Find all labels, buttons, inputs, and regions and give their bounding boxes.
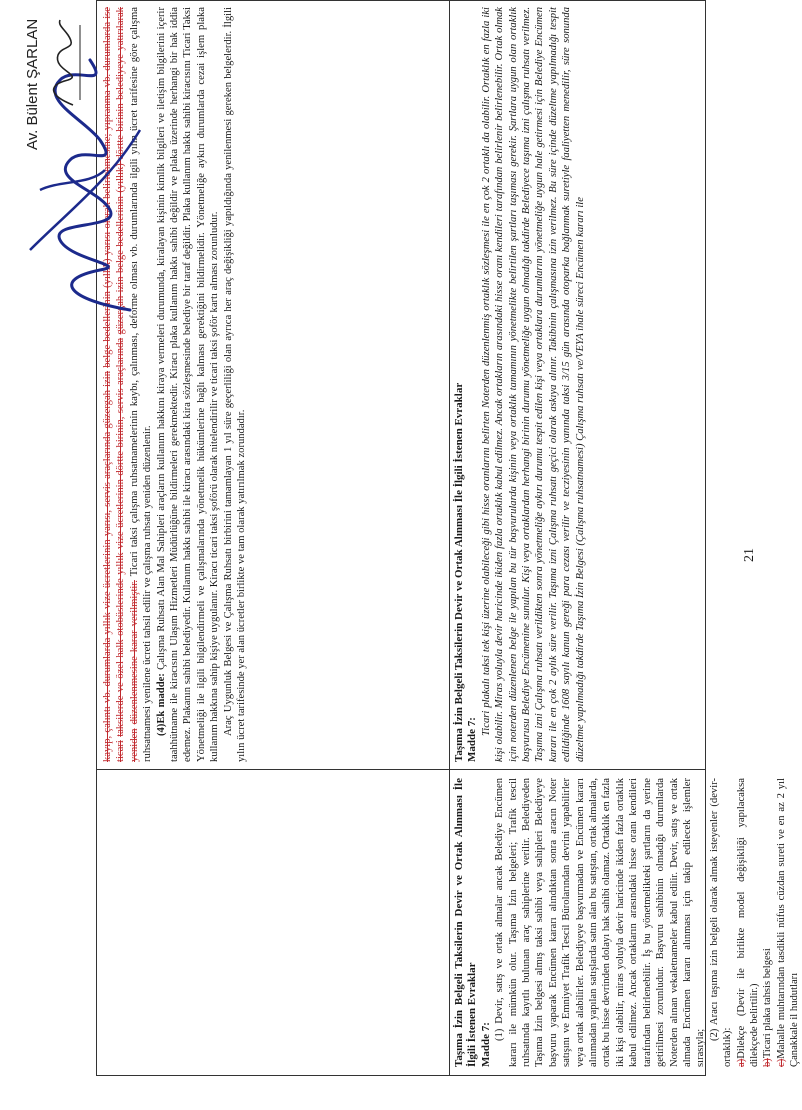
- ek-madde-paragraph: [155, 7, 222, 762]
- ek-madde-text: Çalışma Ruhsatı Alan Mal Sahipleri araçların kullanım hakkını kiraya vermeleri durumunda, kiralayan kişinin kimlik bilgileri ve iletişim bilgilerini içerir taahhütname ile kiracısını Ulaşım Hizmetleri Müdürlüğüne bildirmeleri gerekmektedir. Kiracı plaka kullanım hakkı sahibi değildir ve plaka üzerinde herhangi bir hak iddia edemez. Plakanın sahibi belediyedir. Kullanım hakkı sahibi ile kiracı arasındaki kira sözleşmesinde belediye bir taraf değildir. Plaka kullanım hakkı sahibi kiracısını Ticari Taksi Yönetmeliği ile ilgili bilgilendirmeli ve çalışmalarında yönetmelik hükümlerine bağlı kalması gerektiğini bildirmelidir. Yönetmeliğe aykırı durumlarda cezai işlem plaka kullanım hakkına sahip kişiye uygulanır. Kiracı ticari taksi şoförü olarak nitelendirilir ve ticari taksi şoför kartı alması zorunludur.: [155, 7, 221, 762]
- ek-madde-label: (4)Ek madde:: [155, 673, 167, 736]
- empty-cell: [97, 770, 449, 1075]
- list-marker: c): [775, 1058, 787, 1067]
- list-item: [775, 778, 802, 1067]
- struck-line: düzenlenmesine karar verilmiştir.: [128, 580, 140, 725]
- initials-icon: [38, 15, 88, 110]
- article-text: Ticari plakalı taksi tek kişi üzerine olabileceği gibi hisse oranlarını belirten Noterden düzenlenmiş ortaklık sözleşmesi ile en çok 2 ortaklı da olabilir. Ortaklık en fazla iki kişi olabilir. Miras yoluyla devir haricinde ikiden fazla ortaklık kabul edilmez. Ancak ortakların arasındaki hisse oranı kendileri tarafından belirlenir belirlenebilir. Ortak olmak için noterden düzenlenen belge ile yapılan bu tür başvurularda kişinin veya ortaklık tamamının yönetmelikte belirtilen şartları taşıması gerekir. Şartlara uygun olan ortaklık başvurusu Belediye Encümenine sunulur. Kişi veya ortaklardan herhangi birinin durumu yönetmeliğe uygun olmadığı takdirde Belediyece taşıma izni çalışma ruhsatı verilmez. Taşıma izni Çalışma ruhsatı verildikten sonra yönetmeliğe aykırı durumu tespit edilen kişi veya ortaklara durumlarını yönetmeliğe uygun hale getirmesi için Belediye Encümen kararı ile en çok 2 aylık süre verilir. Taşıma izni Çalışma ruhsatı geçici olarak askıya alınır. Takibinin çalışmasına izin verilmez. Bu süre içinde düzeltme yapılmadığı tespit edildiğinde 1608 sayılı kanun gereği para cezası verilir ve tecziyesinin yanında taksi 3/15 gün arasında otoparka bağlanmak suretiyle faaliyetten menedilir, süre sonunda düzeltme yapılmadığı takdirde Taşıma İzin Belgesi (Çalışma ruhsatnamesi) Çalışma ruhsatı ve/VEYA ihale süreci Encümen kararı ile: [480, 7, 586, 762]
- continuation-text: Ticari taksi çalışma ruhsatnamelerinin kaybı, çalınması, deforme olması vb. durumlarında ilgili yılın ücret tarifesine göre çalışma ruhsatnamesi yenilene ücreti tahsil edilir ve çalışma ruhsatı yeniden düzenlenir.: [128, 7, 154, 762]
- current-article-cell: [449, 770, 801, 1075]
- page-number: 21: [742, 548, 757, 562]
- list-text: Mahalle muhtarından tasdikli nüfus cüzdan sureti ve en az 2 yıl Çanakkale il hudutları: [775, 778, 801, 1067]
- article-paragraph-1: (1) Devir, satış ve ortak almalar ancak Belediye Encümen kararı ile mümkün olur. Taşıma İzin belgeleri; Trafik tescil ruhsatında kayıtlı bulunan araç sahiplerine verilir. Belediyeden Taşıma İzin belgesi almış taksi sahibi veya sahipleri Belediyeye başvuru yaparak Encümen kararı alındıktan sonra aracın Noter satışını ve Emniyet Trafik Tescil Bürolarından devrini yapabilirler veya ortak alabilirler. Belediyeye başvurmadan ve Encümen kararı alınmadan yapılan satışlarda satın alan bu satıştan, ortak almalarda, ortak bu hisse devrinden dolayı hak sahibi olamaz. Ortaklık en fazla iki kişi olabilir, miras yoluyla devir haricinde ikiden fazla ortaklık kabul edilmez. Ancak ortakların arasındaki hisse oranı kendileri tarafından belirlenebilir. İş bu yönetmelikteki şartların da yerine getirilmesi zorunludur. Başvuru sahibinin olmadığı durumlarda Noterden alınan vekaletnameler kabul edilir. Devir, satış ve ortak almada Encümen kararı alınması için takip edilecek işlemler sırasıyla;: [494, 778, 707, 1067]
- list-item: [761, 778, 774, 1067]
- article-number: Madde 7:: [466, 717, 479, 762]
- struck-line: taksilerde ve özel halk otobüslerinde yıllık vize ücretlerinin dörtte birinin, servis araçlarında: [115, 337, 127, 737]
- list-text: Ticari plaka tahsis belgesi: [762, 948, 774, 1059]
- list-item: [735, 778, 762, 1067]
- article-paragraph-2: (2) Aracı taşıma izin belgeli olarak almak isteyenler (devir-ortaklık):: [708, 778, 734, 1067]
- list-text: Dilekçe (Devir ile birlikte model değişikliği yapılacaksa dilekçede belirtilir.): [735, 778, 760, 1067]
- article-number: Madde 7:: [479, 1022, 492, 1067]
- struck-line: kayıp, çalıntı vb. durumlarda yıllık vize ücretlerinin yarısı, servis araçlarında güzergah izin: [102, 370, 113, 762]
- struck-line: güzergah izin belge bedellerinin (yıllık) dörtte birinin belediyeye yatırılarak yeniden: [115, 7, 140, 762]
- proposed-article-cell: [449, 0, 707, 770]
- struck-line: belge bedellerinin (yıllık) yarısı olarak belirlenmesine; yıpranma vb. durumlarda ise ticari: [102, 7, 127, 762]
- article-heading: Taşıma İzin Belgeli Taksilerin Devir ve Ortak Alınması İle İlgili İstenen Evraklar: [453, 382, 465, 762]
- list-marker: a): [735, 1058, 747, 1067]
- last-paragraph: Araç Uygunluk Belgesi ve Çalışma Ruhsatı birbirini tamamlayan 1 yıl süre geçerliliği olan ayrıca her araç değişikliği yapıldığında yenilenmesi gereken belgelerdir. İlgili yılın ücret tarifesinde yer alan ücretler birlikte ve tam olarak yatırılmak zorundadır.: [222, 7, 248, 762]
- stamp-name: Av. Bülent ŞARLAN: [24, 18, 41, 150]
- list-marker: b): [762, 1058, 774, 1067]
- article-heading: Taşıma İzin Belgeli Taksilerin Devir ve Ortak Alınması İle İlgili İstenen Evraklar: [453, 778, 479, 1067]
